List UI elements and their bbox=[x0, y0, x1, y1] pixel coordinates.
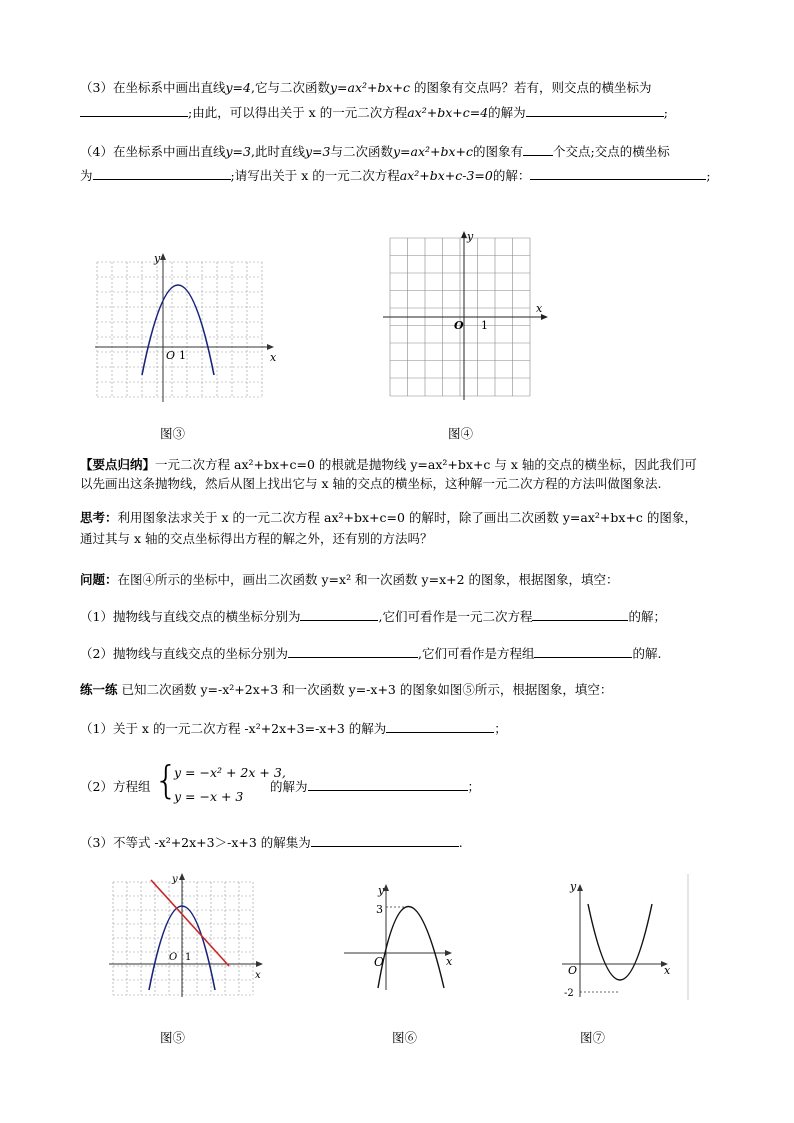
origin-label: O bbox=[374, 955, 384, 969]
system-eq-1: y = −x² + 2x + 3, bbox=[174, 765, 286, 780]
answer-blank[interactable] bbox=[386, 720, 494, 733]
origin-label: O bbox=[166, 349, 176, 362]
value-label: -2 bbox=[564, 988, 574, 999]
figure-6-graph bbox=[340, 880, 460, 995]
answer-blank[interactable] bbox=[523, 143, 553, 156]
value-label: 3 bbox=[376, 903, 383, 916]
unit-label: 1 bbox=[481, 319, 488, 332]
question-item1: （1）抛物线与直线交点的横坐标分别为 ,它们可看作是一元二次方程 的解； bbox=[80, 609, 666, 624]
figure-4-grid bbox=[380, 228, 555, 403]
unit-label: 1 bbox=[185, 952, 192, 963]
x-axis-label: x bbox=[536, 302, 543, 315]
item4-line1: （4）在坐标系中画出直线y=3,此时直线y=3与二次函数y=ax²+bx+c的图象有 个交点;交点的横坐标 bbox=[80, 144, 670, 159]
x-axis-label: x bbox=[664, 964, 671, 977]
answer-blank[interactable] bbox=[311, 834, 459, 847]
summary-line2: 以先画出这条抛物线，然后从图上找出它与 x 轴的交点的横坐标，这种解一元二次方程的方法叫做图象法. bbox=[80, 476, 662, 491]
answer-blank[interactable] bbox=[526, 104, 664, 117]
item4-line2: 为 ;请写出关于 x 的一元二次方程ax²+bx+c-3=0的解： ; bbox=[80, 168, 711, 183]
practice-line: 练一练 已知二次函数 y=-x²+2x+3 和一次函数 y=-x+3 的图象如图⑤所示，根据图象，填空： bbox=[80, 682, 613, 697]
answer-blank[interactable] bbox=[93, 167, 231, 180]
item3-line1: （3）在坐标系中画出直线y=4,它与二次函数y=ax²+bx+c 的图象有交点吗？若有，则交点的横坐标为 bbox=[80, 80, 652, 95]
figure-7-caption: 图⑦ bbox=[580, 1030, 606, 1045]
x-axis-label: x bbox=[446, 955, 453, 968]
figure-4-caption: 图④ bbox=[448, 426, 474, 441]
practice-item3: （3）不等式 -x²+2x+3＞-x+3 的解集为 . bbox=[80, 835, 463, 850]
unit-label: 1 bbox=[179, 349, 186, 362]
system-eq-2: y = −x + 3 bbox=[174, 789, 244, 804]
y-axis-label: y bbox=[154, 252, 161, 265]
brace-symbol: { bbox=[154, 758, 179, 802]
item3-line2: ;由此，可以得出关于 x 的一元二次方程ax²+bx+c=4的解为 ; bbox=[80, 104, 720, 121]
practice-item1: （1）关于 x 的一元二次方程 -x²+2x+3=-x+3 的解为 ； bbox=[80, 721, 507, 736]
question-item2: （2）抛物线与直线交点的坐标分别为 ,它们可看作是方程组 的解. bbox=[80, 646, 662, 661]
think-line2: 通过其与 x 轴的交点坐标得出方程的解之外，还有别的方法吗？ bbox=[80, 531, 433, 546]
answer-blank[interactable] bbox=[534, 645, 632, 658]
y-axis-label: y bbox=[467, 230, 474, 243]
think-line1: 思考：利用图象法求关于 x 的一元二次方程 ax²+bx+c=0 的解时，除了画出二次函数 y=ax²+bx+c 的图象， bbox=[80, 510, 697, 525]
origin-label: O bbox=[169, 952, 178, 963]
parabola-curve bbox=[378, 907, 444, 989]
origin-label: O bbox=[568, 964, 578, 977]
figure-5-graph bbox=[105, 872, 270, 1002]
x-axis-label: x bbox=[255, 970, 261, 981]
figure-6-caption: 图⑥ bbox=[392, 1030, 418, 1045]
question-line: 问题：在图④所示的坐标中，画出二次函数 y=x² 和一次函数 y=x+2 的图象，根据图象，填空： bbox=[80, 572, 619, 587]
answer-blank[interactable] bbox=[532, 608, 628, 621]
answer-blank[interactable] bbox=[300, 608, 378, 621]
x-axis-label: x bbox=[270, 351, 277, 364]
answer-blank[interactable] bbox=[308, 778, 468, 791]
y-axis-label: y bbox=[570, 880, 577, 893]
answer-blank[interactable] bbox=[530, 167, 706, 180]
figure-3-caption: 图③ bbox=[160, 426, 186, 441]
figure-3-graph bbox=[90, 245, 280, 405]
figure-7-graph bbox=[540, 872, 695, 1002]
answer-blank[interactable] bbox=[80, 104, 188, 117]
figure-5-caption: 图⑤ bbox=[160, 1030, 186, 1045]
summary-line1: 【要点归纳】一元二次方程 ax²+bx+c=0 的根就是抛物线 y=ax²+bx+c 与 x 轴的交点的横坐标，因此我们可 bbox=[80, 457, 697, 472]
parabola-curve bbox=[588, 904, 652, 980]
y-axis-label: y bbox=[378, 884, 385, 897]
origin-label: O bbox=[454, 319, 464, 332]
y-axis-label: y bbox=[172, 874, 178, 885]
parabola-curve bbox=[142, 285, 214, 375]
answer-blank[interactable] bbox=[288, 645, 418, 658]
